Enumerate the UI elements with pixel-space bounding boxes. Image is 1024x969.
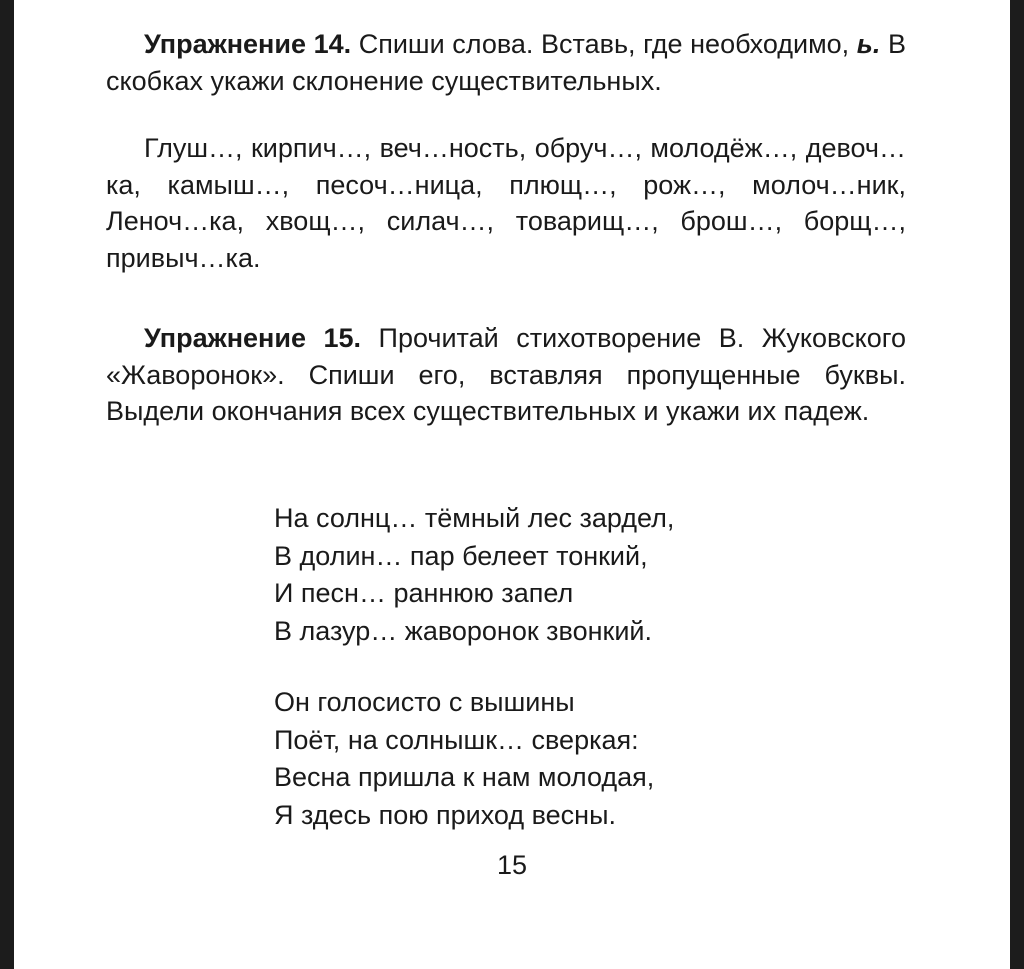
book-page [14,0,1010,969]
exercise-14-instruction-part2: В скобках укажи склонение существительных. [106,29,906,96]
poem-line: В долин… пар белеет тонкий, [274,540,648,571]
exercise-14-instruction-part1: Спиши слова. Вставь, где необходимо, [358,29,850,59]
page-number: 15 [496,850,528,880]
exercise-14-title: Упражнение 14. [144,29,352,59]
poem-line: Весна пришла к нам молодая, [274,762,655,792]
exercise-14-instruction [106,26,906,99]
exercise-15-instruction [106,320,906,430]
exercise-15-instruction-text: Прочитай стихотворение В. Жуковского «Жаворонок». Спиши его, вставляя пропущенные буквы. Выдели окончания всех существительных и укажи их падеж. [106,323,906,426]
poem-line: В лазур… жаворонок звонкий. [274,615,652,646]
poem-stanza-2 [274,684,834,834]
poem-line: Он голосисто с вышины [274,687,575,717]
exercise-14-words: Глуш…, кирпич…, веч…ность, обруч…, молодёж…, девоч…ка, камыш…, песоч…ница, плющ…, рож…, молоч…ник, Леноч…ка, хвощ…, силач…, товарищ…, брош…, борщ…, привыч…ка. [106,133,906,273]
poem-line: И песн… раннюю запел [274,578,574,608]
poem-line: Поёт, на солнышк… сверкая: [274,724,639,755]
poem-stanza-1 [274,500,834,650]
poem-line: Я здесь пою приход весны. [274,799,616,830]
exercise-15-title: Упражнение 15. [144,323,362,353]
soft-sign-letter: ь. [856,29,881,59]
poem-line: На солнц… тёмный лес зардел, [274,503,675,533]
